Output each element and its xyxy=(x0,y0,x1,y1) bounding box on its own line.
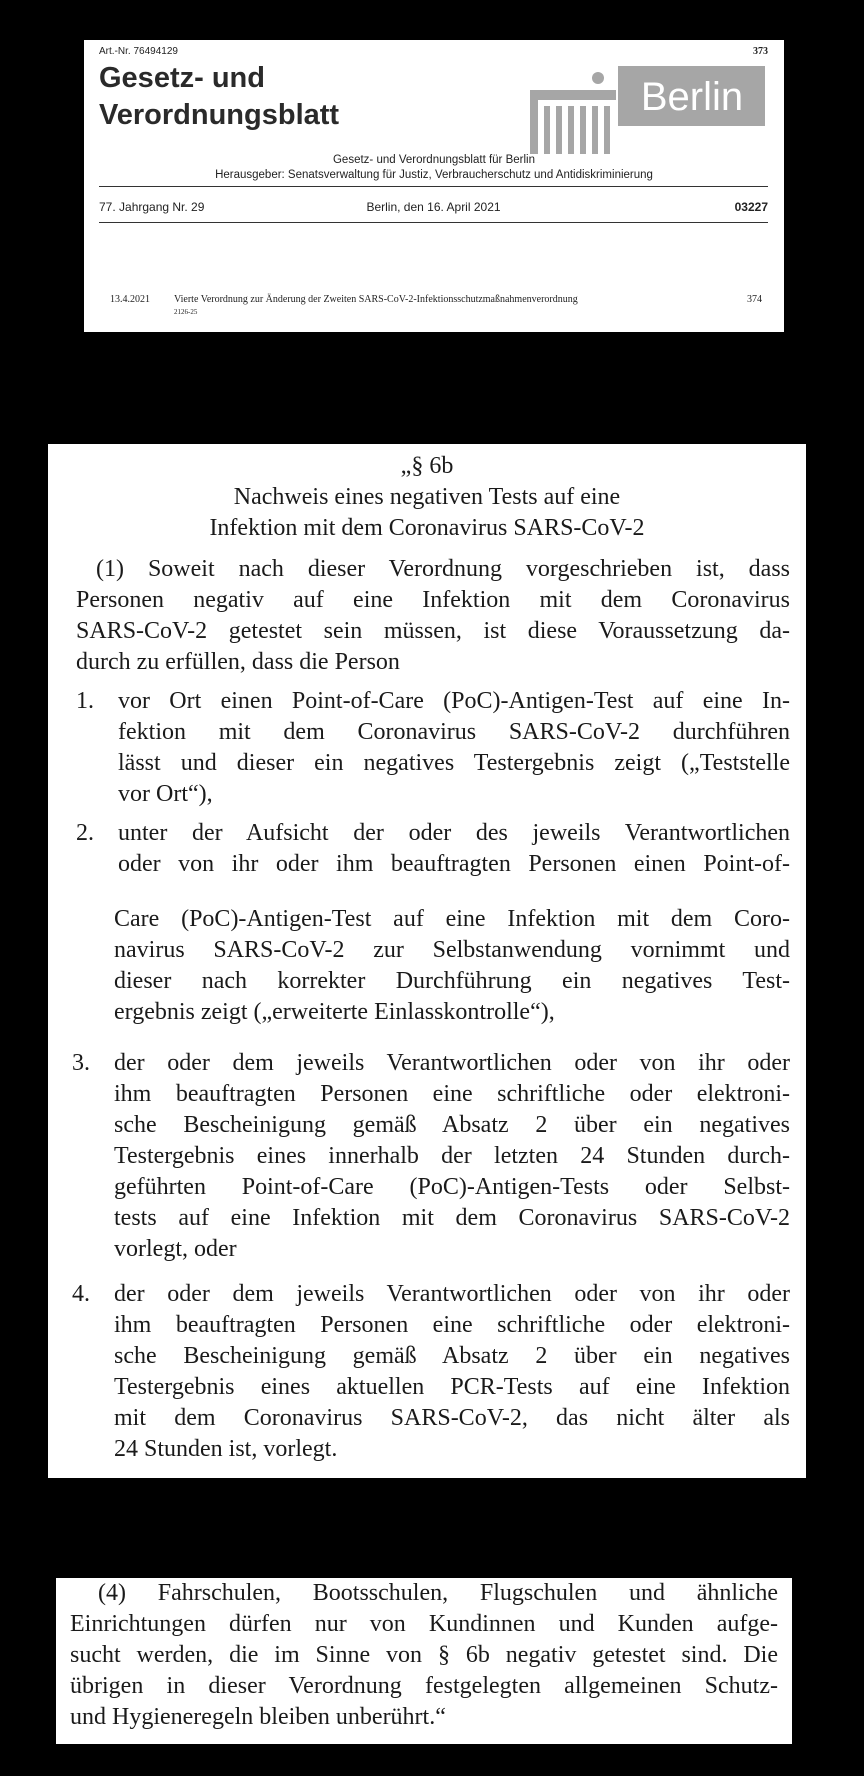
list-item-line: vor Ort einen Point-of-Care (PoC)-Antigen-Test auf eine In- xyxy=(118,688,790,714)
list-item-line: Care (PoC)-Antigen-Test auf eine Infektion mit dem Coro- xyxy=(114,906,790,932)
logo-dot xyxy=(592,72,604,84)
logo-text: Berlin xyxy=(640,75,744,119)
publication-line: Herausgeber: Senatsverwaltung für Justiz, Verbraucherschutz und Antidiskriminierung xyxy=(215,169,653,181)
list-number: 1. xyxy=(76,688,94,714)
paragraph-line: Personen negativ auf eine Infektion mit dem Coronavirus xyxy=(76,587,790,613)
article-number: Art.-Nr. 76494129 xyxy=(99,46,178,57)
header-divider xyxy=(99,222,768,223)
publication-line: Gesetz- und Verordnungsblatt für Berlin xyxy=(332,154,535,166)
list-number: 2. xyxy=(76,820,94,846)
page-number: 373 xyxy=(753,46,768,57)
toc-page: 374 xyxy=(747,294,762,305)
paragraph-line: (4) Fahrschulen, Bootsschulen, Flugschulen und ähnliche xyxy=(98,1580,778,1606)
list-item-line: lässt und dieser ein negatives Testergebnis zeigt („Teststelle xyxy=(118,750,790,776)
issue-code: 03227 xyxy=(734,200,768,214)
list-item-line: Testergebnis eines aktuellen PCR-Tests auf eine Infektion xyxy=(114,1374,790,1400)
paragraph-line: sucht werden, die im Sinne von § 6b negativ getestet sind. Die xyxy=(70,1642,778,1668)
section-6b-part-1 xyxy=(48,444,806,884)
list-number: 4. xyxy=(72,1281,90,1307)
list-item-line: mit dem Coronavirus SARS-CoV-2, das nicht älter als xyxy=(114,1405,790,1431)
paragraph-line: SARS-CoV-2 getestet sein müssen, ist diese Voraussetzung da- xyxy=(76,618,790,644)
list-item-line: sche Bescheinigung gemäß Absatz 2 über ein negatives xyxy=(114,1343,790,1369)
list-item-line: ergebnis zeigt („erweiterte Einlasskontrolle“), xyxy=(114,999,555,1025)
list-item-line: ihm beauftragten Personen eine schriftliche oder elektroni- xyxy=(114,1312,790,1338)
section-number: „§ 6b xyxy=(400,453,454,479)
section-heading: Nachweis eines negativen Tests auf eine xyxy=(233,484,621,510)
list-item-line: der oder dem jeweils Verantwortlichen oder von ihr oder xyxy=(114,1050,790,1076)
section-6b-part-2 xyxy=(48,884,806,1478)
list-item-line: dieser nach korrekter Durchführung ein negatives Test- xyxy=(114,968,790,994)
logo-column xyxy=(544,106,550,154)
issue-meta-row xyxy=(99,200,768,216)
section-heading: Infektion mit dem Coronavirus SARS-CoV-2 xyxy=(209,515,645,541)
volume-number: 77. Jahrgang Nr. 29 xyxy=(99,200,205,214)
logo-column xyxy=(580,106,586,154)
list-item-line: navirus SARS-CoV-2 zur Selbstanwendung vornimmt und xyxy=(114,937,790,963)
gazette-title-line: Verordnungsblatt xyxy=(99,99,340,131)
toc-title: Vierte Verordnung zur Änderung der Zweiten SARS-CoV-2-Infektionsschutzmaßnahmenverordnung xyxy=(174,294,578,305)
logo-column xyxy=(556,106,562,154)
gazette-title xyxy=(99,60,339,134)
paragraph-4 xyxy=(56,1578,792,1744)
toc-code: 2126-25 xyxy=(174,308,198,316)
header-divider xyxy=(99,186,768,187)
list-item-line: der oder dem jeweils Verantwortlichen oder von ihr oder xyxy=(114,1281,790,1307)
paragraph-line: Einrichtungen dürfen nur von Kundinnen und Kunden aufge- xyxy=(70,1611,778,1637)
list-item-line: oder von ihr oder ihm beauftragten Personen einen Point-of- xyxy=(118,851,790,877)
list-item-line: vor Ort“), xyxy=(118,781,213,807)
publication-info xyxy=(84,153,784,183)
list-item-line: ihm beauftragten Personen eine schriftliche oder elektroni- xyxy=(114,1081,790,1107)
paragraph-line: (1) Soweit nach dieser Verordnung vorgeschrieben ist, dass xyxy=(96,556,790,582)
logo-column xyxy=(604,106,610,154)
gazette-title-line: Gesetz- und xyxy=(99,62,265,94)
list-item-line: sche Bescheinigung gemäß Absatz 2 über ein negatives xyxy=(114,1112,790,1138)
list-item-line: Testergebnis eines innerhalb der letzten 24 Stunden durch- xyxy=(114,1143,790,1169)
list-number: 3. xyxy=(72,1050,90,1076)
list-item-line: tests auf eine Infektion mit dem Coronavirus SARS-CoV-2 xyxy=(114,1205,790,1231)
paragraph-line: übrigen in dieser Verordnung festgelegten allgemeinen Schutz- xyxy=(70,1673,778,1699)
paragraph-line: durch zu erfüllen, dass die Person xyxy=(76,649,400,675)
logo-column xyxy=(530,100,538,154)
logo-column xyxy=(592,106,598,154)
list-item-line: geführten Point-of-Care (PoC)-Antigen-Tests oder Selbst- xyxy=(114,1174,790,1200)
issue-date: Berlin, den 16. April 2021 xyxy=(366,200,501,214)
list-item-line: vorlegt, oder xyxy=(114,1236,237,1262)
paragraph-line: und Hygieneregeln bleiben unberührt.“ xyxy=(70,1704,446,1730)
gazette-header xyxy=(84,40,784,332)
list-item-line: unter der Aufsicht der oder des jeweils Verantwortlichen xyxy=(118,820,790,846)
list-item-line: 24 Stunden ist, vorlegt. xyxy=(114,1436,338,1462)
logo-beam xyxy=(530,90,616,100)
logo-column xyxy=(568,106,574,154)
list-item-line: fektion mit dem Coronavirus SARS-CoV-2 durchführen xyxy=(118,719,790,745)
toc-date: 13.4.2021 xyxy=(110,294,150,305)
